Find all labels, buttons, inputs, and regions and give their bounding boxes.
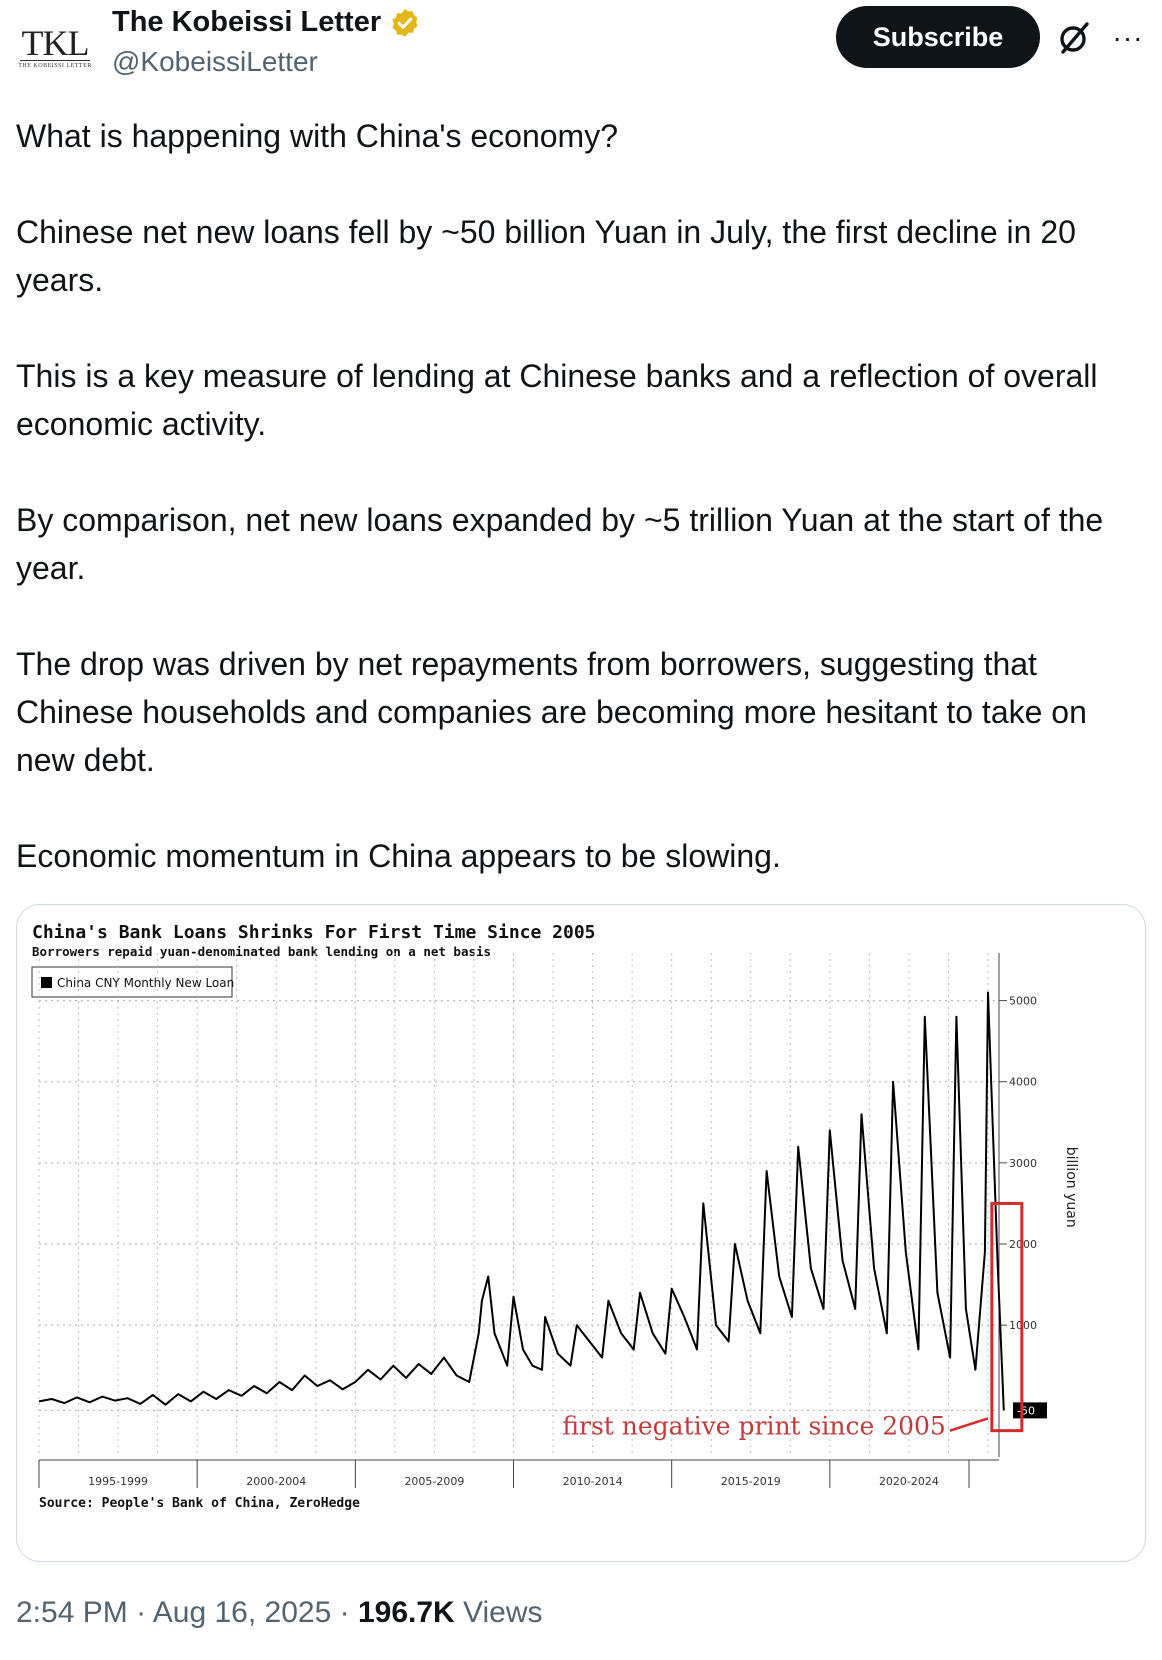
chart-annotation: first negative print since 2005 — [562, 1411, 946, 1441]
views-count: 196.7K — [357, 1596, 455, 1629]
grok-icon[interactable] — [1054, 18, 1094, 58]
tweet-text — [16, 112, 1151, 880]
tweet-paragraph: By comparison, net new loans expanded by ~5 trillion Yuan at the start of the year. — [16, 502, 1104, 586]
chart-series-line — [39, 993, 1004, 1411]
meta-separator: · — [136, 1596, 147, 1629]
tweet-paragraph: What is happening with China's economy? — [16, 118, 618, 154]
author-name[interactable]: The Kobeissi Letter — [112, 6, 382, 38]
tweet-time[interactable]: 2:54 PM — [16, 1596, 128, 1629]
chart-y-tick-label: 1000 — [1009, 1319, 1037, 1333]
tweet-media-chart[interactable] — [16, 904, 1146, 1562]
tweet-paragraph: Economic momentum in China appears to be slowing. — [16, 838, 781, 874]
tweet-paragraph: The drop was driven by net repayments from borrowers, suggesting that Chinese households and companies are becoming more hesitant to take on new debt. — [16, 646, 1087, 778]
chart-legend-label: China CNY Monthly New Loan — [57, 976, 235, 990]
verified-badge-icon[interactable] — [389, 7, 421, 39]
chart-y-tick-label: 2000 — [1009, 1238, 1037, 1252]
chart-x-tick-label: 2000-2004 — [246, 1475, 307, 1488]
chart-annotation-arrow — [950, 1418, 988, 1430]
avatar-subtitle: THE KOBEISSI LETTER — [18, 62, 92, 69]
subscribe-button[interactable]: Subscribe — [836, 6, 1040, 68]
avatar-monogram: TKL — [21, 22, 89, 63]
chart-x-tick-label: 2015-2019 — [720, 1475, 781, 1488]
chart-grid — [39, 953, 999, 1455]
more-options-icon[interactable]: ··· — [1112, 22, 1144, 53]
chart-last-value-label: -50 — [1017, 1404, 1035, 1418]
chart-y-tick-label: 3000 — [1009, 1156, 1037, 1170]
meta-separator: · — [339, 1596, 350, 1629]
chart-source: Source: People's Bank of China, ZeroHedge — [39, 1496, 360, 1511]
chart-x-tick-label: 1995-1999 — [88, 1475, 149, 1488]
chart-y-tick-label: 5000 — [1009, 994, 1037, 1008]
author-name-row[interactable] — [112, 6, 421, 39]
chart-y-label: billion yuan — [1063, 1146, 1079, 1228]
tweet-meta — [16, 1596, 543, 1630]
tweet-paragraph: This is a key measure of lending at Chinese banks and a reflection of overall economic activity. — [16, 358, 1098, 442]
chart-svg — [17, 905, 1145, 1561]
chart-x-axis — [39, 1460, 999, 1488]
chart-title: China's Bank Loans Shrinks For First Time Since 2005 — [32, 922, 596, 943]
chart-x-tick-label: 2005-2009 — [404, 1475, 465, 1488]
chart-x-tick-label: 2020-2024 — [878, 1475, 939, 1488]
tweet-date[interactable]: Aug 16, 2025 — [152, 1596, 332, 1629]
chart-y-tick-label: 4000 — [1009, 1075, 1037, 1089]
author-handle[interactable]: @KobeissiLetter — [112, 46, 318, 77]
chart-subtitle: Borrowers repaid yuan-denominated bank lending on a net basis — [32, 944, 492, 959]
tweet-paragraph: Chinese net new loans fell by ~50 billion Yuan in July, the first decline in 20 years. — [16, 214, 1076, 298]
views-label: Views — [463, 1596, 543, 1629]
chart-x-tick-label: 2010-2014 — [562, 1475, 623, 1488]
avatar[interactable] — [16, 8, 94, 86]
chart-legend-swatch — [41, 977, 52, 988]
